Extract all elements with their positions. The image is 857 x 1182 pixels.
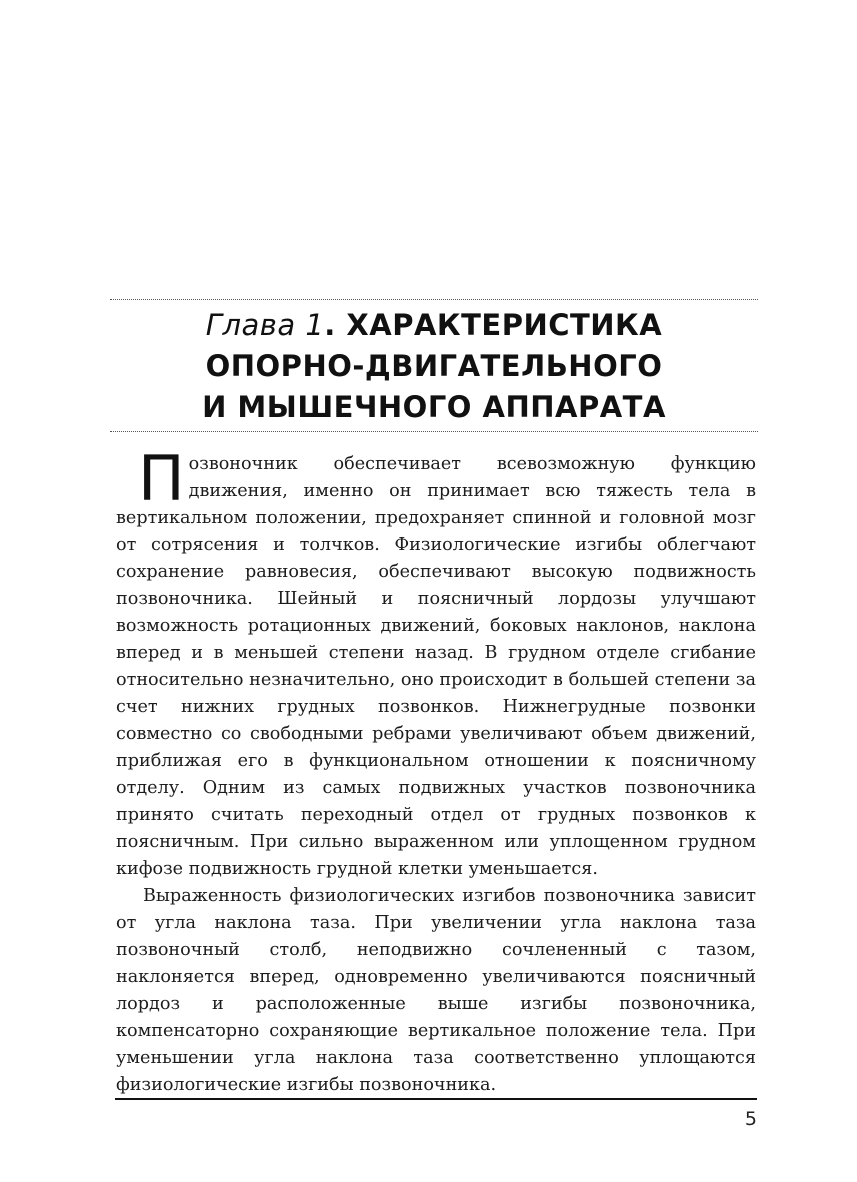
heading-line-2: ОПОРНО-ДВИГАТЕЛЬНОГО xyxy=(205,349,663,383)
page-number: 5 xyxy=(744,1108,757,1130)
heading-line-3: И МЫШЕЧНОГО АППАРАТА xyxy=(202,390,666,424)
body-text xyxy=(116,442,756,1099)
paragraph-1 xyxy=(116,442,756,883)
chapter-heading xyxy=(110,305,758,428)
heading-title-part-1: . ХАРАКТЕРИСТИКА xyxy=(324,308,663,342)
paragraph-2: Выраженность физиологических изгибов позвоночника зависит от угла наклона таза. При увеличении угла наклона таза позвоночный столб, неподвижно сочлененный с тазом, наклоняется вперед, одновременно увеличиваются поясничный лордоз и расположенные выше изгибы позвоночника, компенсаторно сохраняющие вертикальное положение тела. При уменьшении угла наклона таза соответственно уплощаются физиологические изгибы позвоночника. xyxy=(116,886,756,1095)
footer-rule xyxy=(115,1098,757,1100)
paragraph-1-text: озвоночник обеспечивает всевозможную функцию движения, именно он принимает всю тяжесть тела в вертикальном положении, предохраняет спинной и головной мозг от сотрясения и толчков. Физиологические изгибы облегчают сохранение равновесия, обеспечивают высокую подвижность позвоночника. Шейный и поясничный лордозы улучшают возможность ротационных движений, боковых наклонов, наклона вперед и в меньшей степени назад. В грудном отделе сгибание относительно незначительно, оно происходит в большей степени за счет нижних грудных позвонков. Нижнегрудные позвонки совместно со свободными ребрами увеличивают объем движений, приближая его в функциональном отношении к поясничному отделу. Одним из самых подвижных участков позвоночника принято считать переходный отдел от грудных позвонков к поясничным. При сильно выраженном или уплощенном грудном кифозе подвижность грудной клетки уменьшается. xyxy=(116,454,756,879)
drop-cap: П xyxy=(138,442,185,515)
heading-line-1 xyxy=(110,305,758,346)
heading-bottom-dotted-rule xyxy=(110,431,758,432)
chapter-label: Глава 1 xyxy=(205,308,325,342)
heading-top-dotted-rule xyxy=(110,299,758,300)
